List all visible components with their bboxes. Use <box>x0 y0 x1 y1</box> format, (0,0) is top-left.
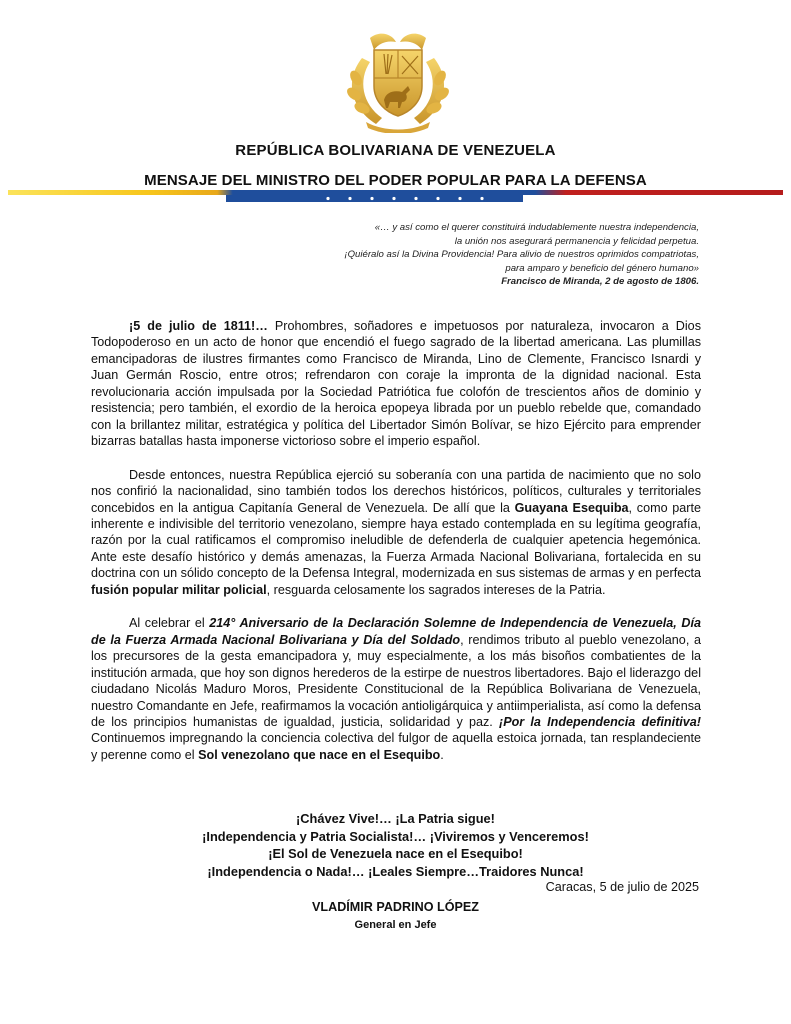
message-body <box>91 318 701 780</box>
epigraph <box>139 221 699 289</box>
epigraph-line: «… y así como el querer constituirá indudablemente nuestra independencia, <box>374 222 699 233</box>
flag-band <box>8 190 783 202</box>
paragraph-text: Continuemos impregnando la conciencia colectiva del fulgor de aquella estoica jornada, tan resplandeciente y perenne como el <box>91 731 701 762</box>
paragraph-1 <box>91 318 701 450</box>
slogan: ¡Chávez Vive!… ¡La Patria sigue! <box>296 811 495 826</box>
emphasis: fusión popular militar policial <box>91 582 267 597</box>
paragraph-text: Al celebrar el <box>129 616 210 631</box>
slogan: ¡El Sol de Venezuela nace en el Esequibo! <box>268 846 523 861</box>
paragraph-2 <box>91 467 701 599</box>
paragraph-text: , como parte inherente e indivisible del territorio venezolano, siempre haya estado contemplada en su legítima geografía, razón por la cual ratificamos el compromiso ineludible de defenderla de cualquier apetencia hegemónica. Ante este desafío histórico y demás amenazas, la Fuerza Armada Nacional Bolivariana, fortalecida en su doctrina con un sólido concepto de la Defensa Integral, modernizada en sus sistemas de armas y en perfecta <box>91 500 702 581</box>
slogans <box>0 810 791 880</box>
emphasis: Guayana Esequiba <box>514 500 629 515</box>
paragraph-3 <box>91 615 701 763</box>
epigraph-line: para amparo y beneficio del género humano» <box>505 262 699 274</box>
emphasis: ¡Por la Independencia definitiva! <box>499 714 702 729</box>
signer-name: VLADÍMIR PADRINO LÓPEZ <box>312 900 479 914</box>
ministry-title: MENSAJE DEL MINISTRO DEL PODER POPULAR PARA LA DEFENSA <box>144 172 647 189</box>
epigraph-signature: Francisco de Miranda, 2 de agosto de 1806. <box>501 276 699 288</box>
paragraph-text: , rendimos tributo al pueblo venezolano, a los precursores de la gesta emancipadora y, muy especialmente, a los más bisoños combatientes de la institución armada, que hoy son dignos herederos de la estirpe de nuestros libertadores. Bajo el liderazgo del ciudadano Nicolás Maduro Moros, Presidente Constitucional de la República Bolivariana de Venezuela, nuestro Comandante en Jefe, reafirmamos la vocación antioligárquica y antiimperialista, así como la defensa de los principios humanistas de igualdad, justicia, solidaridad y paz. <box>91 632 701 729</box>
paragraph-text: Prohombres, soñadores e impetuosos por naturaleza, invocaron a Dios Todopoderoso en un acto de honor que encendió el fuego sagrado de la libertad americana. Las plumillas emancipadoras de ilustres firmantes como Francisco de Miranda, Lino de Clemente, Francisco Isnardi y Juan Germán Roscio, entre otros; refrendaron con coraje la impronta de la dignidad nacional. Esta revolucionaria acción impulsada por la Sociedad Patriótica fue colofón de trescientos años de dominio y resistencia; pero también, el exordio de la heroica epopeya librada por un pueblo rebelde que, comandado con la brillantez militar, estratégica y política del Libertador Simón Bolívar, se hizo Ejército para emprender bizarras batallas hasta imponerse victorioso sobre el imperio español. <box>91 319 701 449</box>
date-lead: ¡5 de julio de 1811!… <box>129 319 268 333</box>
slogan: ¡Independencia y Patria Socialista!… ¡Viviremos y Venceremos! <box>202 828 589 844</box>
signature-block <box>0 898 791 934</box>
place-date: Caracas, 5 de julio de 2025 <box>545 880 699 894</box>
paragraph-text: , resguarda celosamente los sagrados intereses de la Patria. <box>266 582 606 597</box>
epigraph-line: la unión nos asegurará permanencia y felicidad perpetua. <box>454 235 699 247</box>
coat-of-arms-icon <box>340 28 456 133</box>
republic-title: REPÚBLICA BOLIVARIANA DE VENEZUELA <box>235 142 556 159</box>
slogan: ¡Independencia o Nada!… ¡Leales Siempre…Traidores Nunca! <box>207 863 584 879</box>
epigraph-line: ¡Quiéralo así la Divina Providencia! Para alivio de nuestros oprimidos compatriotas, <box>344 249 699 261</box>
paragraph-text: Desde entonces, nuestra República ejerció su soberanía con una partida de nacimiento que no solo nos confirió la nacionalidad, sino también todos los derechos históricos, políticos, culturales y territoriales concebidos en la antigua Capitanía General de Venezuela. De allí que la <box>91 467 701 515</box>
paragraph-text: . <box>440 747 444 762</box>
emphasis: Sol venezolano que nace en el Esequibo <box>198 747 441 762</box>
signer-rank: General en Jefe <box>354 919 437 931</box>
emphasis: 214° Aniversario de la Declaración Solemne de Independencia de Venezuela, Día de la Fuerza Armada Nacional Bolivariana y Día del Soldado <box>91 616 701 647</box>
